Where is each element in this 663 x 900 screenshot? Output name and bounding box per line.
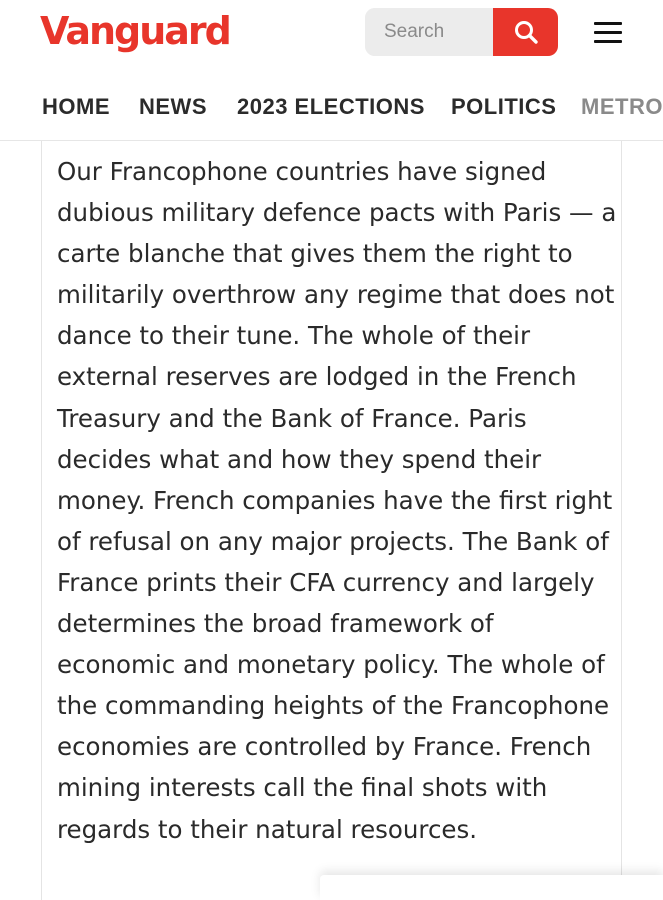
nav-item-2023-elections[interactable]: 2023 ELECTIONS [237, 94, 425, 119]
article-body [41, 141, 622, 900]
search-box [365, 8, 558, 56]
search-input[interactable] [365, 8, 493, 56]
nav-item-metro[interactable]: METRO [581, 94, 663, 119]
bottom-overlay-card [320, 875, 663, 900]
article-paragraph: Our Francophone countries have signed dubious military defence pacts with Paris — a carte blanche that gives them the right to militarily overthrow any regime that does not dance to their tune. The whole of their external reserves are lodged in the French Treasury and the Bank of France. Paris decides what and how they spend their money. French companies have the first right of refusal on any major projects. The Bank of France prints their CFA currency and largely determines the broad framework of economic and monetary policy. The whole of the commanding heights of the Francophone economies are controlled by France. French mining interests call the final shots with regards to their natural resources. [57, 157, 617, 844]
main-nav [0, 80, 663, 138]
search-icon [513, 19, 539, 45]
nav-item-politics[interactable]: POLITICS [451, 94, 557, 119]
vanguard-logo[interactable]: Vanguard [40, 9, 230, 53]
nav-item-news[interactable]: NEWS [139, 94, 207, 119]
search-button[interactable] [493, 8, 558, 56]
hamburger-menu-icon[interactable] [590, 18, 626, 48]
nav-item-home[interactable]: HOME [42, 94, 110, 119]
site-header [0, 0, 663, 141]
